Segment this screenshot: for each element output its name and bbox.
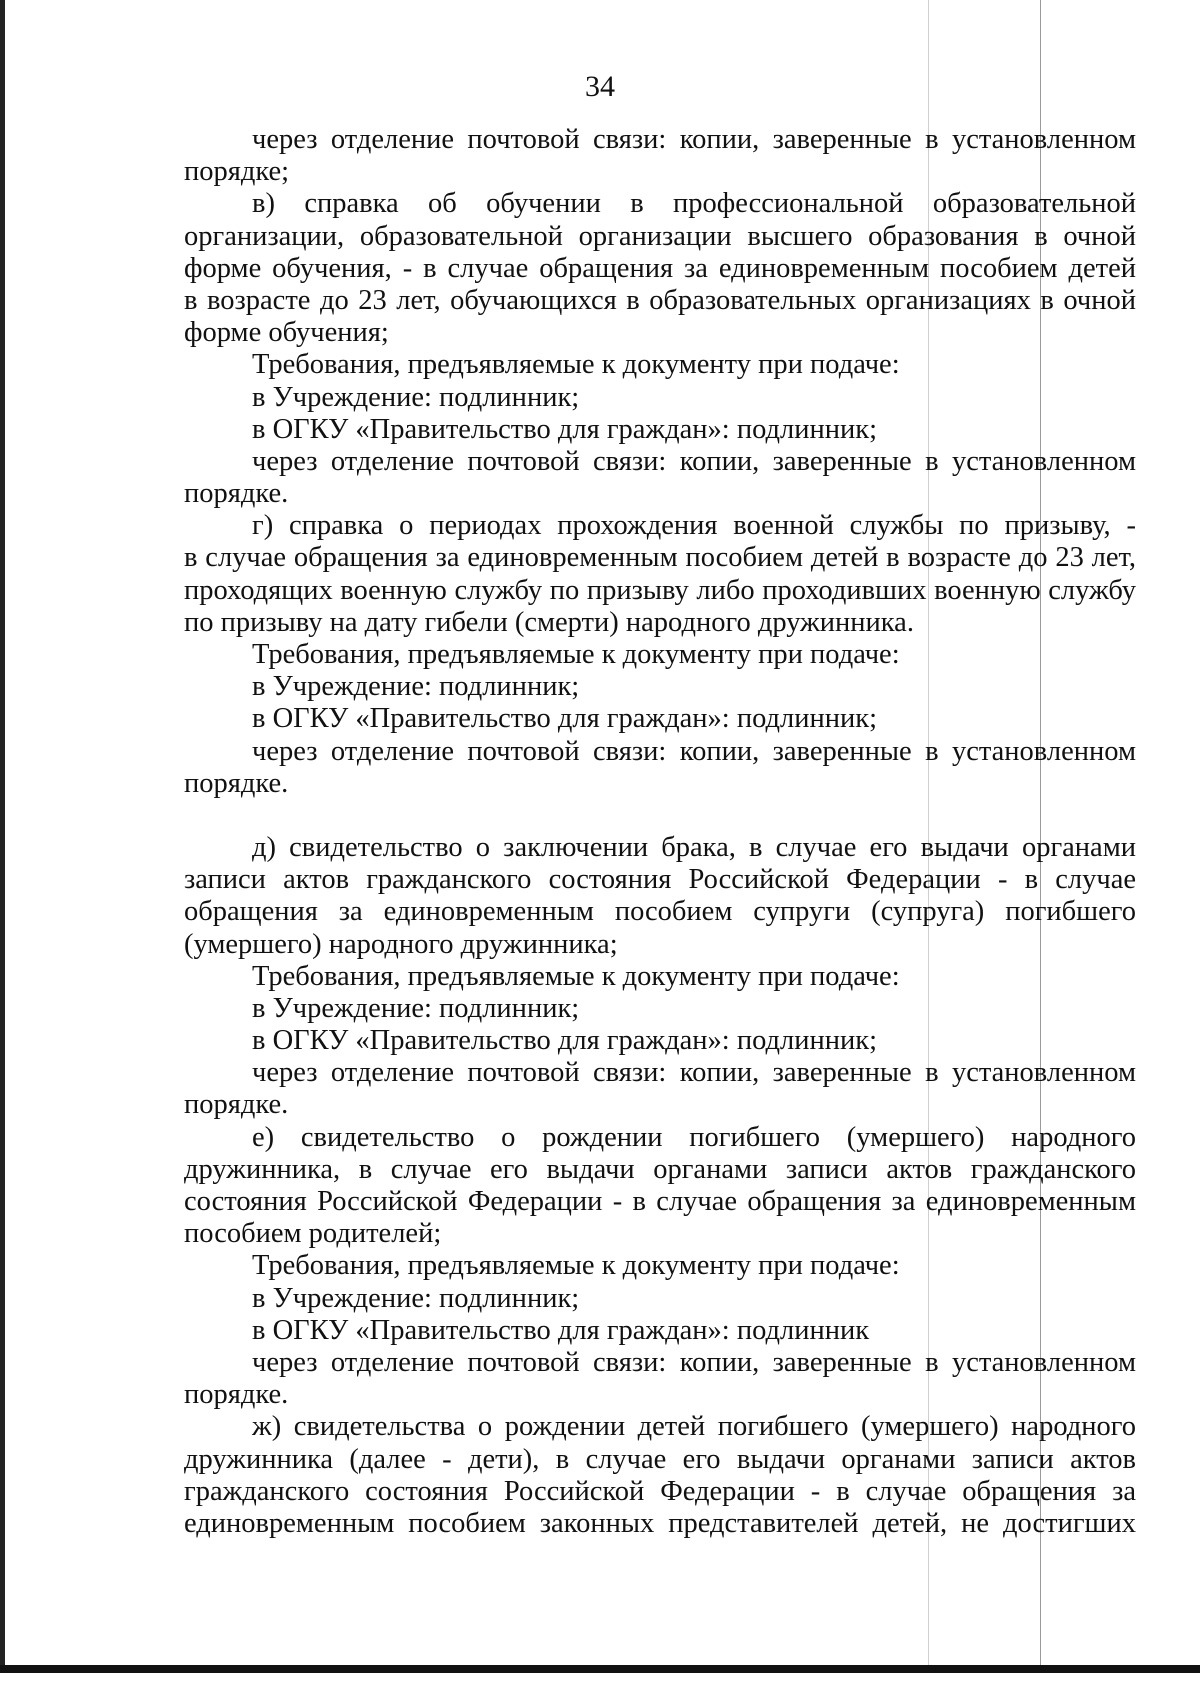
text-line: порядке.: [184, 1089, 289, 1121]
scan-border-bottom: [0, 1665, 1200, 1673]
page-number: 34: [585, 70, 615, 103]
text-line: в ОГКУ «Правительство для граждан»: подлинник: [252, 1314, 870, 1346]
document-body: [184, 124, 1136, 1540]
text-line: в ОГКУ «Правительство для граждан»: подлинник;: [252, 1025, 877, 1057]
text-line: Требования, предъявляемые к документу при подаче:: [252, 349, 900, 381]
text-line: порядке.: [184, 1379, 289, 1411]
text-line: порядке.: [184, 767, 289, 799]
paragraph-gap: [184, 800, 1136, 832]
text-line: через отделение почтовой связи: копии, заверенные в установленном: [252, 1057, 1136, 1089]
text-line: д) свидетельство о заключении брака, в случае его выдачи органами: [252, 831, 1136, 863]
text-line: в случае обращения за единовременным пособием детей в возрасте до 23 лет,: [184, 542, 1136, 574]
text-line: состояния Российской Федерации - в случае обращения за единовременным: [184, 1186, 1136, 1217]
text-line: дружинника, в случае его выдачи органами записи актов гражданского: [184, 1153, 1136, 1185]
text-line: организации, образовательной организации высшего образования в очной: [184, 220, 1136, 252]
text-line: ж) свидетельства о рождении детей погибшего (умершего) народного: [252, 1411, 1136, 1443]
text-line: порядке.: [184, 478, 289, 510]
text-line: Требования, предъявляемые к документу при подаче:: [252, 639, 900, 670]
text-line: записи актов гражданского состояния Российской Федерации - в случае: [184, 864, 1136, 896]
text-line: в Учреждение: подлинник;: [252, 992, 580, 1024]
text-line: проходящих военную службу по призыву либо проходивших военную службу: [184, 574, 1136, 606]
text-line: е) свидетельство о рождении погибшего (умершего) народного: [252, 1121, 1136, 1153]
text-line: в Учреждение: подлинник;: [252, 1282, 580, 1314]
text-line: в возрасте до 23 лет, обучающихся в образовательных организациях в очной: [184, 284, 1136, 316]
scan-border-left: [0, 0, 5, 1673]
text-line: по призыву на дату гибели (смерти) народного дружинника.: [184, 606, 914, 638]
text-line: в Учреждение: подлинник;: [252, 671, 580, 703]
text-line: (умершего) народного дружинника;: [184, 928, 618, 960]
text-line: обращения за единовременным пособием супруги (супруга) погибшего: [184, 896, 1136, 928]
text-line: в ОГКУ «Правительство для граждан»: подлинник;: [252, 413, 877, 445]
text-line: в Учреждение: подлинник;: [252, 381, 580, 413]
text-line: единовременным пособием законных представителей детей, не достигших: [184, 1507, 1136, 1539]
text-line: г) справка о периодах прохождения военной службы по призыву, -: [252, 510, 1136, 542]
text-line: порядке;: [184, 156, 290, 188]
text-line: Требования, предъявляемые к документу при подаче:: [252, 1250, 900, 1282]
text-line: форме обучения;: [184, 317, 389, 349]
text-line: в ОГКУ «Правительство для граждан»: подлинник;: [252, 703, 877, 735]
text-line: форме обучения, - в случае обращения за единовременным пособием детей: [184, 252, 1136, 284]
text-line: Требования, предъявляемые к документу при подаче:: [252, 960, 900, 992]
text-line: через отделение почтовой связи: копии, заверенные в установленном: [252, 124, 1136, 155]
text-line: в) справка об обучении в профессиональной образовательной: [252, 188, 1136, 220]
text-line: пособием родителей;: [184, 1218, 442, 1250]
text-line: через отделение почтовой связи: копии, заверенные в установленном: [252, 445, 1136, 477]
text-line: гражданского состояния Российской Федерации - в случае обращения за: [184, 1475, 1136, 1507]
text-line: через отделение почтовой связи: копии, заверенные в установленном: [252, 735, 1136, 767]
text-line: через отделение почтовой связи: копии, заверенные в установленном: [252, 1346, 1136, 1378]
text-line: дружинника (далее - дети), в случае его выдачи органами записи актов: [184, 1443, 1136, 1475]
